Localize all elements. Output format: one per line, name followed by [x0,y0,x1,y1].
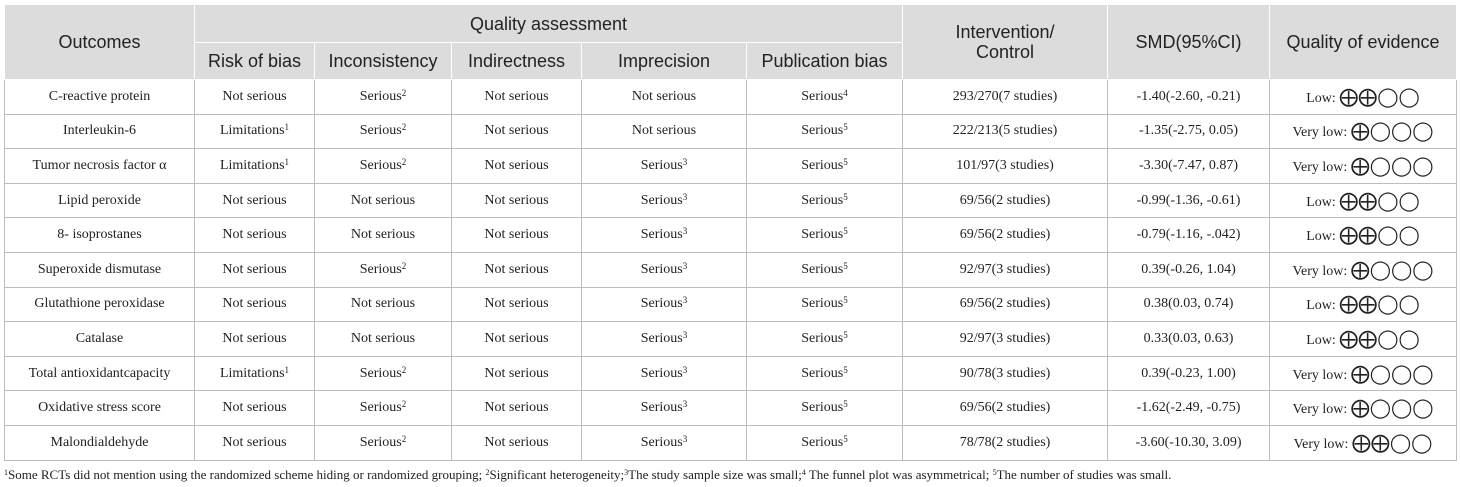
publication-bias-cell-text: Serious [801,192,844,208]
inconsistency-cell-footnote-marker: 2 [401,156,407,167]
grade-certainty-icon: ⨁⨁◯◯ [1339,327,1420,350]
indirectness-cell-text: Not serious [484,88,549,104]
indirectness-cell [452,356,582,391]
intervention-control-cell-text: 69/56(2 studies) [959,227,1051,243]
quality-label: Low: [1306,90,1336,106]
indirectness-cell [452,80,582,115]
grade-table-container [4,4,1456,483]
publication-bias-cell-text: Serious [801,400,844,416]
inconsistency-cell-text: Not serious [350,227,416,243]
quality-label: Very low: [1292,367,1348,383]
risk-of-bias-cell [195,425,315,460]
smd-cell [1108,391,1270,426]
inconsistency-cell-footnote-marker: 2 [401,87,407,98]
publication-bias-cell-footnote-marker: 5 [843,156,848,167]
indirectness-cell [452,391,582,426]
indirectness-cell-text: Not serious [484,296,549,312]
intervention-control-cell [903,252,1108,287]
outcome-cell [5,183,195,218]
publication-bias-cell-footnote-marker: 5 [843,226,848,237]
intervention-control-cell [903,114,1108,149]
imprecision-cell [582,252,747,287]
intervention-control-cell-text: 293/270(7 studies) [952,88,1058,104]
header-publication-bias: Publication bias [747,43,903,80]
footnote-marker-2: 2 [485,467,490,477]
outcome-cell [5,425,195,460]
imprecision-cell-text: Serious [640,434,683,450]
risk-of-bias-cell [195,114,315,149]
inconsistency-cell-footnote-marker: 2 [401,364,407,375]
header-inconsistency: Inconsistency [315,43,452,80]
quality-label: Low: [1306,194,1336,210]
quality-of-evidence-cell [1270,252,1457,287]
grade-certainty-icon: ⨁⨁◯◯ [1339,85,1420,108]
risk-of-bias-cell [195,149,315,184]
imprecision-cell [582,80,747,115]
publication-bias-cell-footnote-marker: 5 [843,329,848,340]
publication-bias-cell-text: Serious [801,296,844,312]
smd-cell [1108,218,1270,253]
quality-of-evidence-cell [1270,183,1457,218]
indirectness-cell [452,322,582,357]
smd-cell [1108,425,1270,460]
publication-bias-cell [747,183,903,218]
publication-bias-cell-footnote-marker: 5 [843,122,848,133]
inconsistency-cell-footnote-marker: 2 [401,399,407,410]
outcome-cell [5,252,195,287]
outcome-cell [5,149,195,184]
publication-bias-cell [747,356,903,391]
risk-of-bias-cell-footnote-marker: 1 [284,122,290,133]
header-smd: SMD(95%CI) [1108,5,1270,80]
indirectness-cell [452,425,582,460]
outcome-cell-text: Tumor necrosis factor α [32,157,167,173]
intervention-control-cell-text: 101/97(3 studies) [956,157,1054,173]
grade-certainty-icon: ⨁⨁◯◯ [1339,293,1420,316]
publication-bias-cell [747,322,903,357]
smd-cell [1108,183,1270,218]
inconsistency-cell-footnote-marker: 2 [401,433,407,444]
publication-bias-cell-text: Serious [801,157,844,173]
intervention-control-cell [903,425,1108,460]
publication-bias-cell [747,80,903,115]
footnote-marker-5: 5 [992,467,997,477]
outcome-cell-text: C-reactive protein [48,88,151,104]
risk-of-bias-cell [195,218,315,253]
imprecision-cell-text: Not serious [631,123,697,139]
header-outcomes: Outcomes [5,5,195,80]
intervention-control-cell-text: 69/56(2 studies) [959,400,1051,416]
quality-label: Very low: [1292,402,1348,418]
publication-bias-cell [747,425,903,460]
header-intervention-control [903,5,1108,80]
publication-bias-cell [747,391,903,426]
outcome-cell-text: Total antioxidantcapacity [28,365,171,381]
intervention-control-cell [903,80,1108,115]
risk-of-bias-cell-text: Not serious [222,400,287,416]
risk-of-bias-cell-text: Not serious [222,434,287,450]
risk-of-bias-cell-text: Not serious [222,261,287,277]
inconsistency-cell [315,322,452,357]
quality-of-evidence-cell [1270,149,1457,184]
header-quality-assessment: Quality assessment [195,5,903,43]
imprecision-cell [582,356,747,391]
imprecision-cell-footnote-marker: 3 [682,156,688,167]
imprecision-cell-text: Serious [640,227,683,243]
inconsistency-cell-text: Not serious [350,296,416,312]
risk-of-bias-cell-text: Not serious [222,88,287,104]
intervention-control-cell [903,149,1108,184]
indirectness-cell-text: Not serious [484,157,549,173]
inconsistency-cell [315,80,452,115]
outcome-cell [5,218,195,253]
intervention-control-cell-text: 69/56(2 studies) [959,296,1051,312]
risk-of-bias-cell [195,391,315,426]
inconsistency-cell [315,218,452,253]
quality-label: Low: [1306,298,1336,314]
imprecision-cell [582,425,747,460]
outcome-cell-text: 8- isoprostanes [57,227,142,243]
intervention-control-cell [903,218,1108,253]
publication-bias-cell-footnote-marker: 5 [843,260,848,271]
risk-of-bias-cell [195,322,315,357]
inconsistency-cell-text: Serious [359,123,402,139]
risk-of-bias-cell [195,183,315,218]
imprecision-cell-text: Serious [640,365,683,381]
risk-of-bias-cell [195,252,315,287]
grade-certainty-icon: ⨁⨁◯◯ [1351,431,1433,454]
inconsistency-cell-text: Serious [359,261,402,277]
grade-certainty-icon: ⨁◯◯◯ [1350,397,1434,420]
smd-cell-text: -1.40(-2.60, -0.21) [1136,88,1241,104]
publication-bias-cell [747,149,903,184]
intervention-control-cell [903,322,1108,357]
imprecision-cell-text: Serious [640,157,683,173]
risk-of-bias-cell-footnote-marker: 1 [284,156,290,167]
table-footnote [4,467,1456,483]
footnote-marker-3: 3 [624,467,629,477]
imprecision-cell-footnote-marker: 3 [682,399,688,410]
inconsistency-cell-text: Serious [359,434,402,450]
smd-cell [1108,149,1270,184]
table-row [5,252,1457,287]
imprecision-cell [582,149,747,184]
risk-of-bias-cell-footnote-marker: 1 [284,364,290,375]
inconsistency-cell [315,183,452,218]
smd-cell [1108,287,1270,322]
imprecision-cell-footnote-marker: 3 [682,260,688,271]
inconsistency-cell-text: Serious [359,365,402,381]
indirectness-cell-text: Not serious [484,123,549,139]
smd-cell-text: -0.79(-1.16, -.042) [1136,227,1241,243]
outcome-cell-text: Lipid peroxide [58,192,141,208]
risk-of-bias-cell [195,80,315,115]
quality-label: Low: [1306,332,1336,348]
intervention-control-cell-text: 92/97(3 studies) [959,261,1051,277]
intervention-control-cell [903,287,1108,322]
table-row [5,391,1457,426]
publication-bias-cell [747,252,903,287]
imprecision-cell [582,287,747,322]
publication-bias-cell-footnote-marker: 5 [843,364,848,375]
publication-bias-cell-text: Serious [801,123,844,139]
indirectness-cell [452,218,582,253]
publication-bias-cell-text: Serious [801,261,844,277]
publication-bias-cell-text: Serious [801,365,844,381]
table-row [5,356,1457,391]
risk-of-bias-cell [195,356,315,391]
smd-cell-text: -1.35(-2.75, 0.05) [1138,123,1239,139]
indirectness-cell [452,252,582,287]
publication-bias-cell-text: Serious [801,88,844,104]
quality-of-evidence-cell [1270,80,1457,115]
quality-of-evidence-cell [1270,114,1457,149]
imprecision-cell-text: Serious [640,296,683,312]
header-intervention-line1: Intervention/ [955,22,1055,42]
indirectness-cell-text: Not serious [484,434,549,450]
imprecision-cell-footnote-marker: 3 [682,329,688,340]
smd-cell [1108,356,1270,391]
quality-label: Very low: [1292,263,1348,279]
indirectness-cell [452,183,582,218]
smd-cell-text: -1.62(-2.49, -0.75) [1136,400,1241,416]
imprecision-cell-text: Serious [640,192,683,208]
imprecision-cell-text: Serious [640,261,683,277]
inconsistency-cell-text: Serious [359,88,402,104]
inconsistency-cell-footnote-marker: 2 [401,122,407,133]
intervention-control-cell [903,356,1108,391]
outcome-cell [5,391,195,426]
intervention-control-cell-text: 90/78(3 studies) [959,365,1051,381]
table-row [5,322,1457,357]
quality-label: Very low: [1293,436,1349,452]
smd-cell-text: 0.38(0.03, 0.74) [1143,296,1234,312]
grade-certainty-icon: ⨁◯◯◯ [1350,258,1434,281]
header-quality-of-evidence: Quality of evidence [1270,5,1457,80]
quality-label: Very low: [1292,125,1348,141]
table-row [5,114,1457,149]
smd-cell-text: 0.39(-0.23, 1.00) [1141,365,1236,381]
publication-bias-cell-text: Serious [801,227,844,243]
table-row [5,287,1457,322]
publication-bias-cell-footnote-marker: 5 [843,433,848,444]
outcome-cell [5,322,195,357]
publication-bias-cell-text: Serious [801,330,844,346]
smd-cell-text: -3.60(-10.30, 3.09) [1135,434,1242,450]
grade-evidence-table [4,4,1457,461]
publication-bias-cell [747,218,903,253]
footnote-marker-4: 4 [801,467,806,477]
inconsistency-cell [315,391,452,426]
grade-certainty-icon: ⨁◯◯◯ [1350,120,1434,143]
risk-of-bias-cell-text: Limitations [219,365,285,381]
inconsistency-cell [315,287,452,322]
risk-of-bias-cell-text: Not serious [222,192,287,208]
publication-bias-cell [747,114,903,149]
quality-label: Low: [1306,229,1336,245]
risk-of-bias-cell-text: Limitations [219,123,285,139]
smd-cell-text: 0.39(-0.26, 1.04) [1141,261,1236,277]
table-row [5,80,1457,115]
quality-label: Very low: [1292,159,1348,175]
outcome-cell [5,287,195,322]
outcome-cell-text: Superoxide dismutase [37,261,162,277]
footnote-marker-1: 1 [4,467,8,477]
imprecision-cell [582,218,747,253]
table-row [5,218,1457,253]
outcome-cell-text: Catalase [75,330,124,346]
table-body [5,80,1457,461]
indirectness-cell-text: Not serious [484,261,549,277]
quality-of-evidence-cell [1270,287,1457,322]
inconsistency-cell-text: Not serious [350,330,416,346]
indirectness-cell-text: Not serious [484,227,549,243]
indirectness-cell-text: Not serious [484,400,549,416]
inconsistency-cell-footnote-marker: 2 [401,260,407,271]
intervention-control-cell-text: 92/97(3 studies) [959,330,1051,346]
outcome-cell [5,80,195,115]
grade-certainty-icon: ⨁◯◯◯ [1350,362,1434,385]
publication-bias-cell-footnote-marker: 5 [843,191,848,202]
smd-cell [1108,252,1270,287]
table-row [5,149,1457,184]
inconsistency-cell [315,149,452,184]
outcome-cell [5,356,195,391]
outcome-cell [5,114,195,149]
publication-bias-cell-footnote-marker: 5 [843,295,848,306]
footnote-text-3: The study sample size was small; [628,466,802,482]
imprecision-cell-footnote-marker: 3 [682,191,688,202]
publication-bias-cell [747,287,903,322]
quality-of-evidence-cell [1270,391,1457,426]
footnote-text-5: The number of studies was small. [996,466,1172,482]
indirectness-cell [452,287,582,322]
intervention-control-cell [903,391,1108,426]
intervention-control-cell-text: 78/78(2 studies) [959,434,1051,450]
footnote-text-4: The funnel plot was asymmetrical; [805,466,993,482]
grade-certainty-icon: ⨁⨁◯◯ [1339,189,1420,212]
grade-certainty-icon: ⨁⨁◯◯ [1339,224,1420,247]
smd-cell-text: -0.99(-1.36, -0.61) [1136,192,1241,208]
indirectness-cell-text: Not serious [484,365,549,381]
imprecision-cell-footnote-marker: 3 [682,226,688,237]
indirectness-cell-text: Not serious [484,192,549,208]
inconsistency-cell [315,425,452,460]
grade-certainty-icon: ⨁◯◯◯ [1350,154,1434,177]
risk-of-bias-cell [195,287,315,322]
inconsistency-cell-text: Not serious [350,192,416,208]
imprecision-cell-text: Not serious [631,88,697,104]
smd-cell-text: -3.30(-7.47, 0.87) [1138,157,1239,173]
smd-cell-text: 0.33(0.03, 0.63) [1143,330,1234,346]
risk-of-bias-cell-text: Not serious [222,296,287,312]
inconsistency-cell [315,114,452,149]
risk-of-bias-cell-text: Limitations [219,157,285,173]
quality-of-evidence-cell [1270,322,1457,357]
inconsistency-cell [315,252,452,287]
imprecision-cell [582,183,747,218]
footnote-text-2: Significant heterogeneity; [489,466,625,482]
smd-cell [1108,114,1270,149]
quality-of-evidence-cell [1270,356,1457,391]
intervention-control-cell [903,183,1108,218]
inconsistency-cell-text: Serious [359,400,402,416]
imprecision-cell [582,322,747,357]
outcome-cell-text: Oxidative stress score [38,400,161,416]
footnote-text-1: Some RCTs did not mention using the randomized scheme hiding or randomized grouping; [8,466,486,482]
intervention-control-cell-text: 69/56(2 studies) [959,192,1051,208]
risk-of-bias-cell-text: Not serious [222,330,287,346]
imprecision-cell-footnote-marker: 3 [682,364,688,375]
indirectness-cell [452,149,582,184]
inconsistency-cell-text: Serious [359,157,402,173]
smd-cell [1108,322,1270,357]
header-imprecision: Imprecision [582,43,747,80]
outcome-cell-text: Glutathione peroxidase [34,296,165,312]
indirectness-cell [452,114,582,149]
header-indirectness: Indirectness [452,43,582,80]
imprecision-cell-footnote-marker: 3 [682,433,688,444]
smd-cell [1108,80,1270,115]
indirectness-cell-text: Not serious [484,330,549,346]
outcome-cell-text: Interleukin-6 [62,123,137,139]
table-row [5,183,1457,218]
imprecision-cell [582,391,747,426]
imprecision-cell-text: Serious [640,400,683,416]
imprecision-cell-text: Serious [640,330,683,346]
outcome-cell-text: Malondialdehyde [50,434,149,450]
intervention-control-cell-text: 222/213(5 studies) [952,123,1058,139]
publication-bias-cell-footnote-marker: 5 [843,399,848,410]
inconsistency-cell [315,356,452,391]
quality-of-evidence-cell [1270,218,1457,253]
table-row [5,425,1457,460]
publication-bias-cell-text: Serious [801,434,844,450]
quality-of-evidence-cell [1270,425,1457,460]
header-risk-of-bias: Risk of bias [195,43,315,80]
header-row-top [5,5,1457,43]
header-intervention-line2: Control [976,42,1035,62]
imprecision-cell-footnote-marker: 3 [682,295,688,306]
publication-bias-cell-footnote-marker: 4 [843,87,848,98]
imprecision-cell [582,114,747,149]
risk-of-bias-cell-text: Not serious [222,227,287,243]
